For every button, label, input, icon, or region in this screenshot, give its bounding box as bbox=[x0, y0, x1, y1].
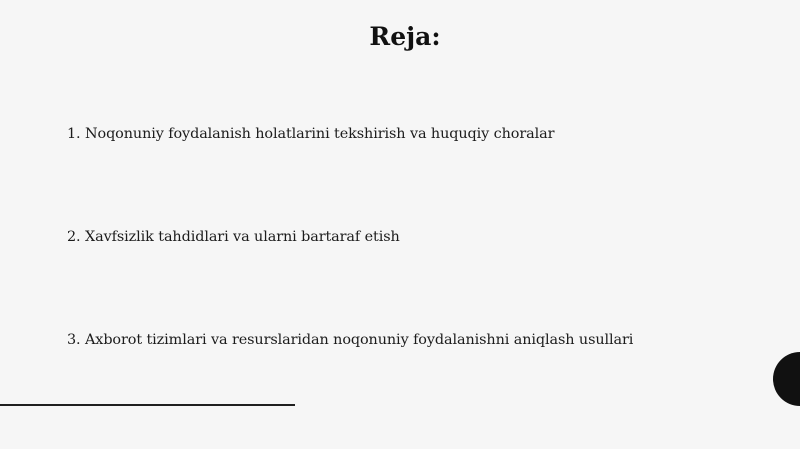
plan-item-3 bbox=[67, 330, 633, 350]
plan-item-number: 3. bbox=[67, 332, 81, 348]
decorative-divider bbox=[0, 404, 295, 406]
plan-item-text: Xavfsizlik tahdidlari va ularni bartaraf etish bbox=[85, 229, 400, 245]
slide-title: Reja: bbox=[369, 22, 441, 51]
plan-item-number: 1. bbox=[67, 126, 81, 142]
next-slide-button[interactable] bbox=[773, 352, 800, 406]
plan-item-2 bbox=[67, 227, 400, 247]
plan-item-number: 2. bbox=[67, 229, 81, 245]
plan-item-text: Noqonuniy foydalanish holatlarini tekshirish va huquqiy choralar bbox=[85, 126, 555, 142]
plan-item-1 bbox=[67, 124, 554, 144]
plan-item-text: Axborot tizimlari va resurslaridan noqonuniy foydalanishni aniqlash usullari bbox=[85, 332, 634, 348]
